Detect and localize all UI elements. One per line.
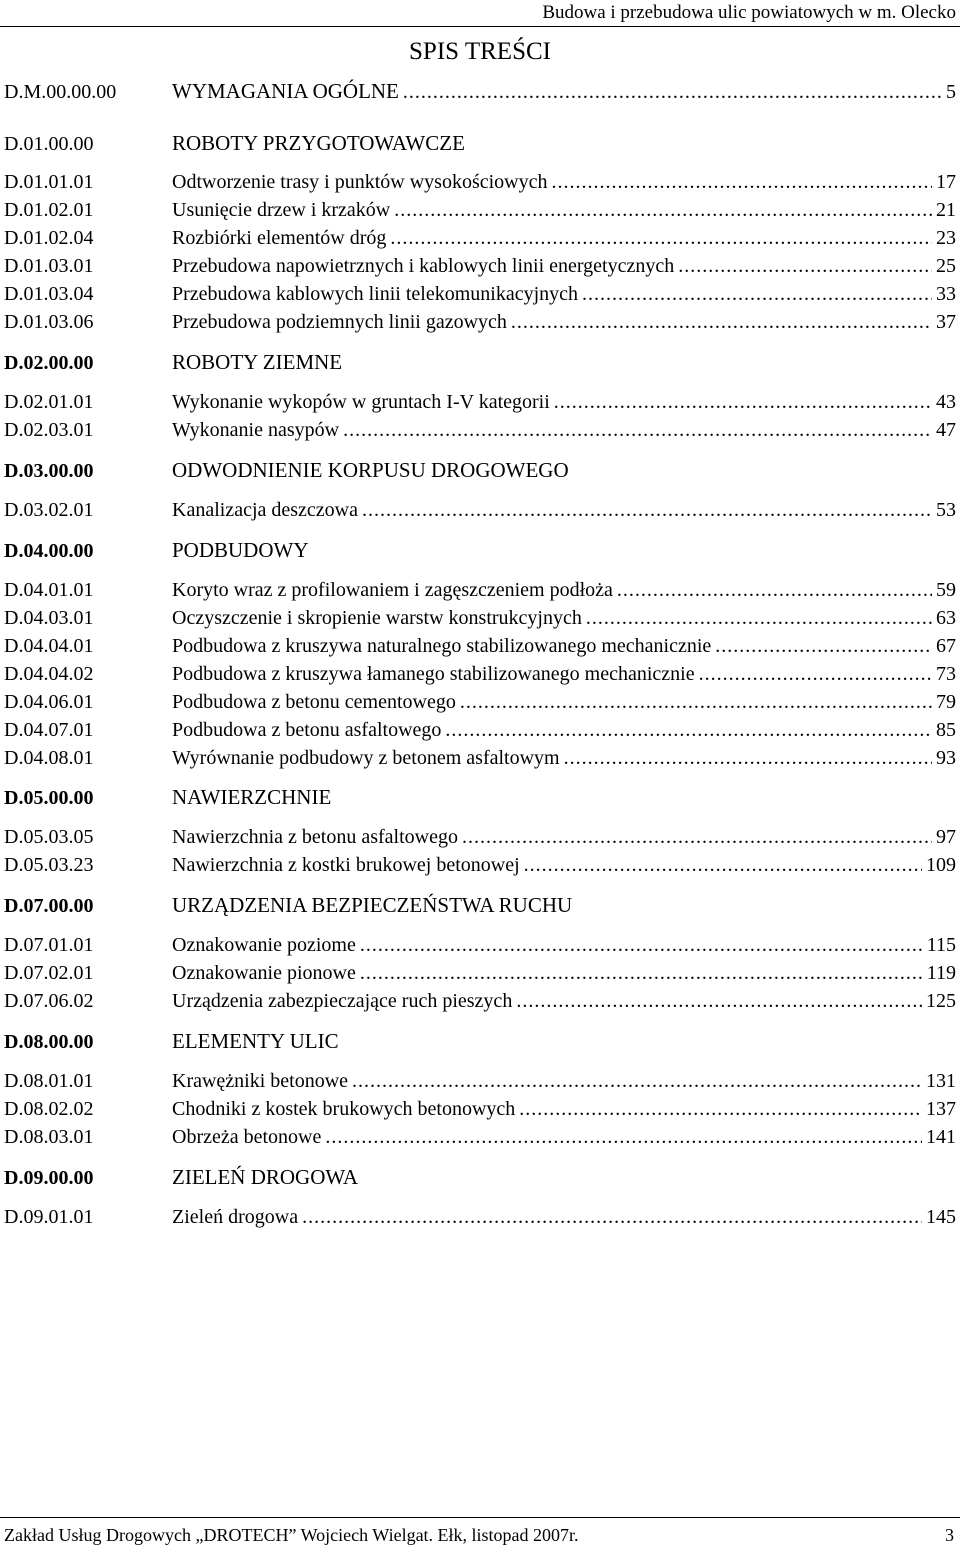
toc-leader-dots bbox=[394, 197, 932, 223]
toc-entry-body bbox=[172, 417, 956, 443]
toc-code: D.07.00.00 bbox=[4, 895, 94, 917]
toc-code: D.08.03.01 bbox=[4, 1126, 94, 1148]
toc-code: D.04.07.01 bbox=[4, 719, 94, 741]
toc-page-number: 21 bbox=[936, 199, 956, 221]
running-title: Budowa i przebudowa ulic powiatowych w m. Olecko bbox=[542, 2, 956, 23]
toc-code: D.07.02.01 bbox=[4, 962, 94, 984]
toc-code: D.04.04.02 bbox=[4, 663, 94, 685]
toc-code: D.02.03.01 bbox=[4, 419, 94, 441]
toc-leader-dots bbox=[302, 1204, 922, 1230]
toc-leader-dots bbox=[586, 605, 932, 631]
toc-entry-body bbox=[172, 389, 956, 415]
toc-title: Wykonanie wykopów w gruntach I-V kategorii bbox=[172, 391, 550, 413]
toc-leader-dots bbox=[564, 745, 932, 771]
toc-title: Podbudowa z kruszywa łamanego stabilizowanego mechanicznie bbox=[172, 663, 695, 685]
toc-entry[interactable] bbox=[4, 169, 956, 195]
toc-entry[interactable] bbox=[4, 253, 956, 279]
toc-entry[interactable] bbox=[4, 1204, 956, 1230]
toc-code: D.03.00.00 bbox=[4, 460, 94, 482]
toc-section-title: PODBUDOWY bbox=[172, 538, 309, 562]
toc-leader-dots bbox=[460, 689, 932, 715]
toc-leader-dots bbox=[524, 852, 922, 878]
toc-title: Wyrównanie podbudowy z betonem asfaltowym bbox=[172, 747, 560, 769]
toc-title: Obrzeża betonowe bbox=[172, 1126, 322, 1148]
toc-entry-body bbox=[172, 78, 956, 105]
toc-code: D.01.02.04 bbox=[4, 227, 94, 249]
toc-title: Oznakowanie pionowe bbox=[172, 962, 356, 984]
toc-section[interactable] bbox=[4, 784, 956, 810]
toc-code: D.08.02.02 bbox=[4, 1098, 94, 1120]
toc-code: D.04.00.00 bbox=[4, 540, 94, 562]
toc-page-number: 141 bbox=[926, 1126, 956, 1148]
toc-entry-body bbox=[172, 717, 956, 743]
toc-code: D.01.03.01 bbox=[4, 255, 94, 277]
toc-leader-dots bbox=[390, 225, 932, 251]
toc-entry[interactable] bbox=[4, 717, 956, 743]
toc-entry-body bbox=[172, 225, 956, 251]
toc-entry-body bbox=[172, 960, 956, 986]
toc-page-number: 43 bbox=[936, 391, 956, 413]
toc-title: Rozbiórki elementów dróg bbox=[172, 227, 387, 249]
toc-entry-body bbox=[172, 497, 956, 523]
toc-title: Urządzenia zabezpieczające ruch pieszych bbox=[172, 990, 513, 1012]
toc-entry[interactable] bbox=[4, 497, 956, 523]
toc-code: D.07.06.02 bbox=[4, 990, 94, 1012]
toc-page-number: 125 bbox=[926, 990, 956, 1012]
toc-entry-body bbox=[172, 281, 956, 307]
toc-leader-dots bbox=[617, 577, 932, 603]
toc-entry[interactable] bbox=[4, 633, 956, 659]
toc-entry-body bbox=[172, 852, 956, 878]
toc-code: D.04.06.01 bbox=[4, 691, 94, 713]
toc-entry[interactable] bbox=[4, 988, 956, 1014]
toc-code: D.07.01.01 bbox=[4, 934, 94, 956]
toc-title: Chodniki z kostek brukowych betonowych bbox=[172, 1098, 516, 1120]
toc-code: D.M.00.00.00 bbox=[4, 81, 117, 103]
toc-code: D.04.04.01 bbox=[4, 635, 94, 657]
toc-entry-body bbox=[172, 1096, 956, 1122]
toc-entry[interactable] bbox=[4, 281, 956, 307]
toc-leader-dots bbox=[403, 79, 942, 105]
toc-title: Przebudowa kablowych linii telekomunikacyjnych bbox=[172, 283, 579, 305]
toc-title: Oczyszczenie i skropienie warstw konstrukcyjnych bbox=[172, 607, 582, 629]
toc-entry[interactable] bbox=[4, 1124, 956, 1150]
toc-section-title: ROBOTY ZIEMNE bbox=[172, 350, 343, 374]
toc-code: D.05.03.23 bbox=[4, 854, 94, 876]
toc-page-number: 17 bbox=[936, 171, 956, 193]
toc-entry-body bbox=[172, 745, 956, 771]
toc-code: D.05.00.00 bbox=[4, 787, 94, 809]
page-number: 3 bbox=[945, 1525, 954, 1545]
toc-entry-body bbox=[172, 577, 956, 603]
toc-code: D.01.01.01 bbox=[4, 171, 94, 193]
toc-section[interactable] bbox=[4, 537, 956, 563]
toc-leader-dots bbox=[582, 281, 932, 307]
toc-page-number: 33 bbox=[936, 283, 956, 305]
toc-entry[interactable] bbox=[4, 577, 956, 603]
toc-entry-body bbox=[172, 633, 956, 659]
toc-leader-dots bbox=[362, 497, 932, 523]
toc-entry[interactable] bbox=[4, 605, 956, 631]
toc-page-number: 59 bbox=[936, 579, 956, 601]
toc-page-number: 137 bbox=[926, 1098, 956, 1120]
toc-entry[interactable] bbox=[4, 1096, 956, 1122]
toc-title: Przebudowa napowietrznych i kablowych linii energetycznych bbox=[172, 255, 675, 277]
toc-entry-body bbox=[172, 988, 956, 1014]
toc-page-number: 93 bbox=[936, 747, 956, 769]
toc-leader-dots bbox=[519, 1096, 922, 1122]
toc-page-number: 23 bbox=[936, 227, 956, 249]
toc-code: D.09.01.01 bbox=[4, 1206, 94, 1228]
toc-heading-text: SPIS TREŚCI bbox=[409, 38, 551, 65]
footer-rule bbox=[0, 1517, 960, 1518]
toc-code: D.01.03.04 bbox=[4, 283, 94, 305]
toc-leader-dots bbox=[445, 717, 932, 743]
toc-page-number: 5 bbox=[946, 81, 956, 103]
toc-code: D.04.08.01 bbox=[4, 747, 94, 769]
toc-entry[interactable] bbox=[4, 389, 956, 415]
toc-entry-body bbox=[172, 661, 956, 687]
toc-entry-body bbox=[172, 1204, 956, 1230]
toc-entry-body bbox=[172, 309, 956, 335]
toc-entry-body bbox=[172, 932, 956, 958]
toc-title: Nawierzchnia z betonu asfaltowego bbox=[172, 826, 458, 848]
toc-section-title: ROBOTY PRZYGOTOWAWCZE bbox=[172, 131, 465, 155]
toc-code: D.04.03.01 bbox=[4, 607, 94, 629]
toc-heading bbox=[0, 38, 960, 66]
toc-title: Koryto wraz z profilowaniem i zagęszczeniem podłoża bbox=[172, 579, 613, 601]
toc-section-title: ZIELEŃ DROGOWA bbox=[172, 1165, 359, 1189]
toc-title: Kanalizacja deszczowa bbox=[172, 499, 358, 521]
toc-entry-body bbox=[172, 197, 956, 223]
toc-section[interactable] bbox=[4, 130, 956, 156]
toc-section[interactable] bbox=[4, 892, 956, 918]
toc-entry[interactable] bbox=[4, 417, 956, 443]
toc-leader-dots bbox=[554, 389, 932, 415]
toc-page-number: 115 bbox=[926, 934, 956, 956]
toc-code: D.02.01.01 bbox=[4, 391, 94, 413]
toc-section-title: NAWIERZCHNIE bbox=[172, 785, 332, 809]
toc-entry[interactable] bbox=[4, 661, 956, 687]
toc-page-number: 53 bbox=[936, 499, 956, 521]
toc-leader-dots bbox=[552, 169, 933, 195]
toc-title: Przebudowa podziemnych linii gazowych bbox=[172, 311, 507, 333]
toc-page-number: 109 bbox=[926, 854, 956, 876]
toc-section-title: URZĄDZENIA BEZPIECZEŃSTWA RUCHU bbox=[172, 893, 573, 917]
toc-leader-dots bbox=[325, 1124, 922, 1150]
toc-page-number: 119 bbox=[926, 962, 956, 984]
toc-entry[interactable] bbox=[4, 1068, 956, 1094]
toc-page-number: 97 bbox=[936, 826, 956, 848]
toc-entry[interactable] bbox=[4, 689, 956, 715]
toc-title: Usunięcie drzew i krzaków bbox=[172, 199, 391, 221]
toc-code: D.04.01.01 bbox=[4, 579, 94, 601]
toc-entry-body bbox=[172, 1068, 956, 1094]
toc-entry[interactable] bbox=[4, 309, 956, 335]
page-header bbox=[0, 0, 960, 28]
toc-title: Podbudowa z betonu cementowego bbox=[172, 691, 456, 713]
page-footer bbox=[0, 1517, 960, 1547]
toc-leader-dots bbox=[343, 417, 932, 443]
toc-page-number: 67 bbox=[936, 635, 956, 657]
toc-entry-body bbox=[172, 824, 956, 850]
toc-page-number: 85 bbox=[936, 719, 956, 741]
toc-title: Oznakowanie poziome bbox=[172, 934, 356, 956]
toc-title: Wykonanie nasypów bbox=[172, 419, 340, 441]
toc-code: D.02.00.00 bbox=[4, 352, 94, 374]
toc-page-number: 73 bbox=[936, 663, 956, 685]
toc-entry-body bbox=[172, 169, 956, 195]
toc-code: D.01.03.06 bbox=[4, 311, 94, 333]
footer-text: Zakład Usług Drogowych „DROTECH” Wojciech Wielgat. Ełk, listopad 2007r. bbox=[4, 1525, 579, 1545]
toc-leader-dots bbox=[511, 309, 932, 335]
toc-leader-dots bbox=[360, 960, 923, 986]
toc-section[interactable] bbox=[4, 1164, 956, 1190]
toc-code: D.05.03.05 bbox=[4, 826, 94, 848]
toc-entry[interactable] bbox=[4, 745, 956, 771]
toc-page-number: 47 bbox=[936, 419, 956, 441]
toc-entry[interactable] bbox=[4, 932, 956, 958]
toc-title: Zieleń drogowa bbox=[172, 1206, 299, 1228]
toc-code: D.08.01.01 bbox=[4, 1070, 94, 1092]
toc-leader-dots bbox=[352, 1068, 922, 1094]
toc-entry[interactable] bbox=[4, 197, 956, 223]
toc-leader-dots bbox=[360, 932, 923, 958]
toc-entry-body bbox=[172, 605, 956, 631]
toc-entry-body bbox=[172, 689, 956, 715]
toc-code: D.08.00.00 bbox=[4, 1031, 94, 1053]
toc-section[interactable] bbox=[4, 457, 956, 483]
toc-code: D.03.02.01 bbox=[4, 499, 94, 521]
header-rule bbox=[0, 26, 960, 27]
toc-page-number: 145 bbox=[926, 1206, 956, 1228]
toc-title: Podbudowa z betonu asfaltowego bbox=[172, 719, 442, 741]
toc-title: WYMAGANIA OGÓLNE bbox=[172, 79, 399, 103]
toc-title: Nawierzchnia z kostki brukowej betonowej bbox=[172, 854, 520, 876]
toc-entry-body bbox=[172, 253, 956, 279]
toc-page-number: 37 bbox=[936, 311, 956, 333]
toc-page-number: 79 bbox=[936, 691, 956, 713]
toc-section[interactable] bbox=[4, 78, 956, 104]
toc-section-title: ODWODNIENIE KORPUSU DROGOWEGO bbox=[172, 458, 569, 482]
toc-entry[interactable] bbox=[4, 824, 956, 850]
toc-page-number: 25 bbox=[936, 255, 956, 277]
toc-page-number: 131 bbox=[926, 1070, 956, 1092]
toc-leader-dots bbox=[678, 253, 932, 279]
toc-title: Odtworzenie trasy i punktów wysokościowych bbox=[172, 171, 548, 193]
toc-entry[interactable] bbox=[4, 852, 956, 878]
toc-entry-body bbox=[172, 1124, 956, 1150]
toc-leader-dots bbox=[715, 633, 932, 659]
toc-leader-dots bbox=[516, 988, 922, 1014]
toc-entry[interactable] bbox=[4, 225, 956, 251]
toc-section[interactable] bbox=[4, 349, 956, 375]
toc-section[interactable] bbox=[4, 1028, 956, 1054]
toc-title: Podbudowa z kruszywa naturalnego stabilizowanego mechanicznie bbox=[172, 635, 712, 657]
toc-leader-dots bbox=[462, 824, 932, 850]
toc-code: D.01.00.00 bbox=[4, 133, 94, 155]
toc-section-title: ELEMENTY ULIC bbox=[172, 1029, 339, 1053]
toc-leader-dots bbox=[699, 661, 932, 687]
toc-entry[interactable] bbox=[4, 960, 956, 986]
toc-code: D.09.00.00 bbox=[4, 1167, 94, 1189]
toc-title: Krawężniki betonowe bbox=[172, 1070, 349, 1092]
toc-code: D.01.02.01 bbox=[4, 199, 94, 221]
toc-page-number: 63 bbox=[936, 607, 956, 629]
